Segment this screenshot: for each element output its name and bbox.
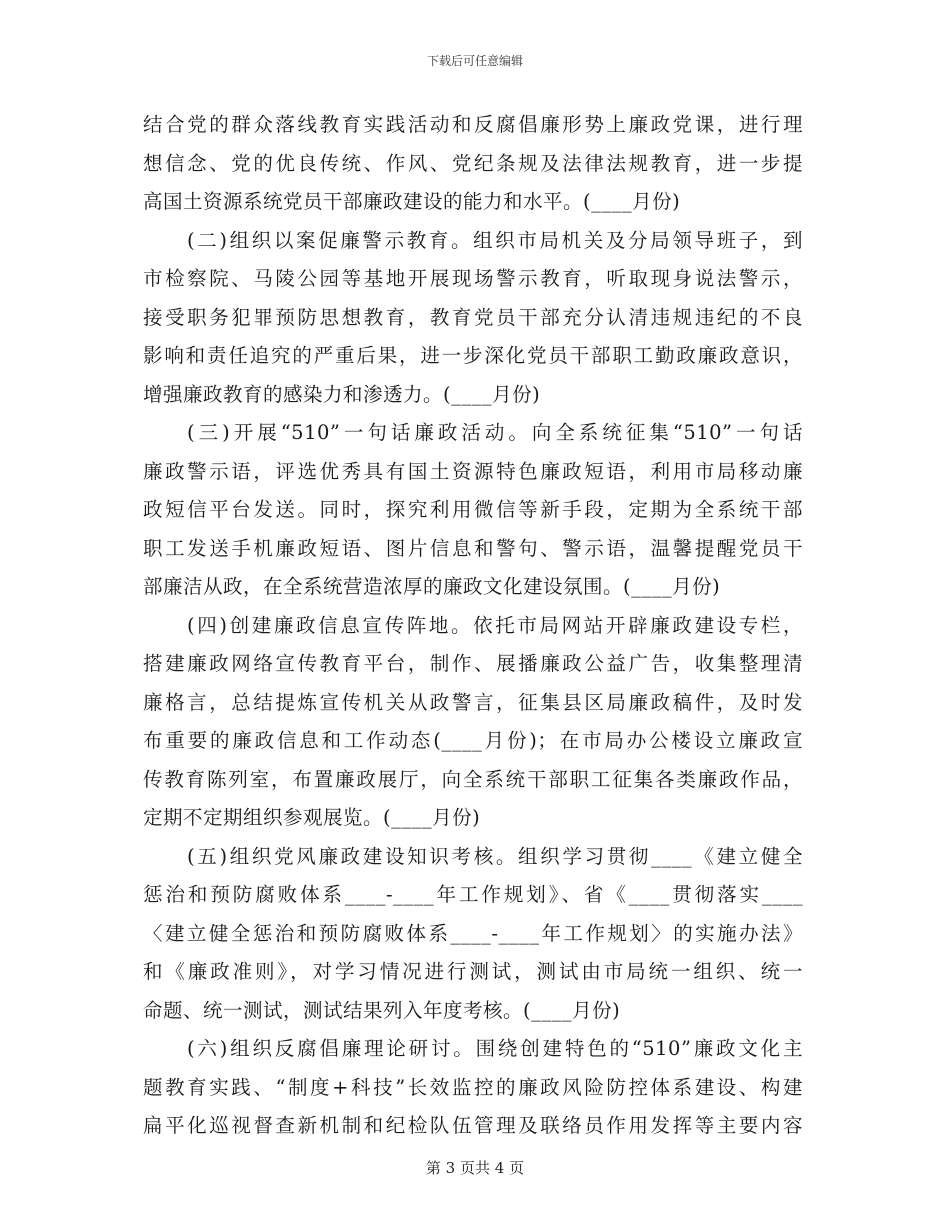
text-line: 扁平化巡视督查新机制和纪检队伍管理及联络员作用发挥等主要内容 [143,1114,803,1137]
text-line: 市检察院、马陵公园等基地开展现场警示教育，听取现身说法警示， [143,267,803,290]
text-line: 搭建廉政网络宣传教育平台，制作、展播廉政公益广告，收集整理清 [143,652,803,675]
text-line: 结合党的群众落线教育实践活动和反腐倡廉形势上廉政党课，进行理 [143,113,803,136]
text-line: 部廉洁从政，在全系统营造浓厚的廉政文化建设氛围。(____月份) [143,575,721,598]
text-line: (六)组织反腐倡廉理论研讨。围绕创建特色的“510”廉政文化主 [187,1037,803,1060]
text-line: 廉格言，总结提炼宣传机关从政警言，征集县区局廉政稿件，及时发 [143,690,803,714]
text-line: 定期不定期组织参观展览。(____月份) [143,806,481,829]
text-line: 传教育陈列室，布置廉政展厅，向全系统干部职工征集各类廉政作品， [143,767,803,791]
text-line: 职工发送手机廉政短语、图片信息和警句、警示语，温馨提醒党员干 [143,536,803,560]
text-line: 惩治和预防腐败体系____-____年工作规划》、省《____贯彻落实____ [143,883,803,906]
text-line: 命题、统一测试，测试结果列入年度考核。(____月份) [143,998,621,1022]
text-line: 题教育实践、“制度+科技”长效监控的廉政风险防控体系建设、构建 [143,1075,803,1099]
text-line: 想信念、党的优良传统、作风、党纪条规及法律法规教育，进一步提 [143,151,803,175]
text-line: 接受职务犯罪预防思想教育，教育党员干部充分认清违规违纪的不良 [143,305,803,329]
text-line: 〈建立健全惩治和预防腐败体系____-____年工作规划〉的实施办法》 [143,921,803,945]
text-line: (四)创建廉政信息宣传阵地。依托市局网站开辟廉政建设专栏， [187,613,803,637]
page-header: 下载后可任意编辑 [426,54,523,68]
text-line: (三)开展“510”一句话廉政活动。向全系统征集“510”一句话 [187,421,803,444]
text-line: (二)组织以案促廉警示教育。组织市局机关及分局领导班子，到 [187,228,803,252]
text-line: 廉政警示语，评选优秀具有国土资源特色廉政短语，利用市局移动廉 [143,459,803,483]
text-line: 布重要的廉政信息和工作动态(____月份)；在市局办公楼设立廉政宣 [143,729,803,752]
page-footer: 第 3 页共 4 页 [425,1159,525,1177]
text-line: 高国土资源系统党员干部廉政建设的能力和水平。(____月份) [143,190,681,213]
text-line: 和《廉政准则》，对学习情况进行测试，测试由市局统一组织、统一 [143,960,803,983]
text-line: 政短信平台发送。同时，探究利用微信等新手段，定期为全系统干部 [143,498,803,521]
text-line: 增强廉政教育的感染力和渗透力。(____月份) [143,382,541,406]
text-line: (五)组织党风廉政建设知识考核。组织学习贯彻____《建立健全 [187,844,803,868]
document-body [143,106,803,1146]
text-line: 影响和责任追究的严重后果，进一步深化党员干部职工勤政廉政意识， [143,344,803,367]
